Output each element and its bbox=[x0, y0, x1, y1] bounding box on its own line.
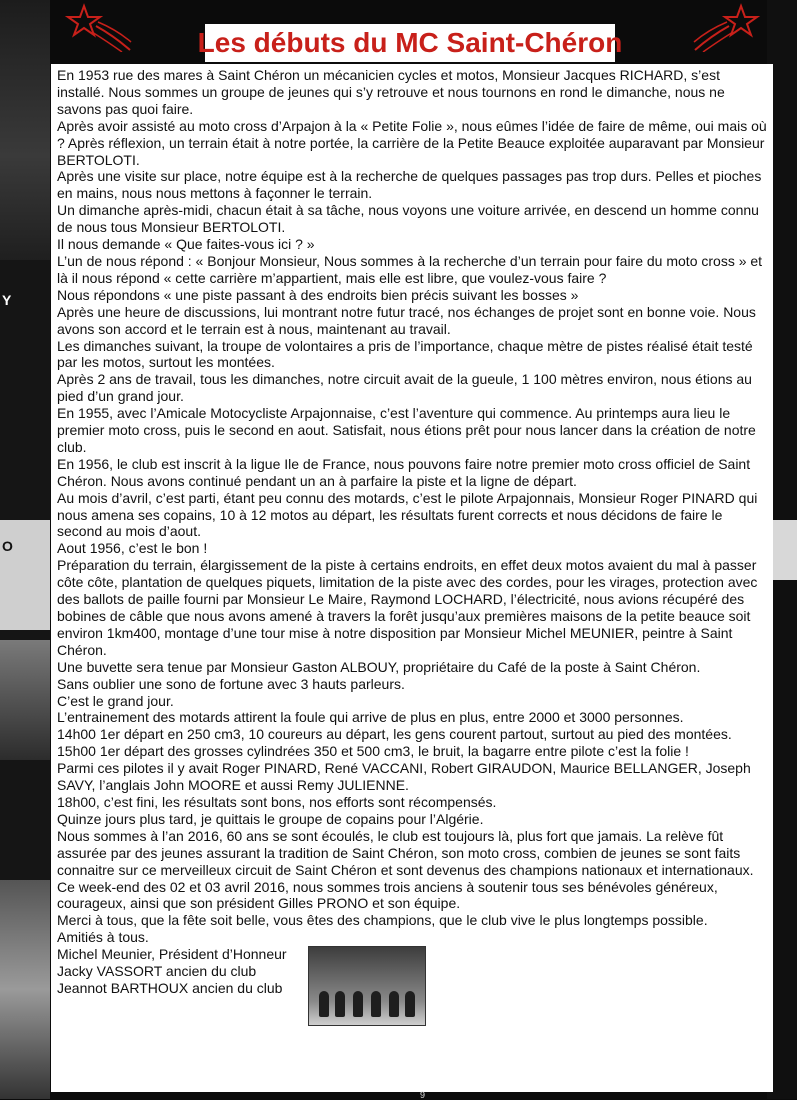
paragraph: Il nous demande « Que faites-vous ici ? » bbox=[57, 236, 315, 253]
edge-photo bbox=[0, 880, 50, 1099]
paragraph: Les dimanches suivant, la troupe de volontaires a pris de l’importance, chaque mètre de pistes réalisé était testé par les motos, surtout les montées. bbox=[57, 337, 753, 371]
paragraph: Après une heure de discussions, lui montrant notre futur tracé, nos échanges de projet sont en bonne voie. Nous avons son accord et le terrain est à nous, maintenant au travail. bbox=[57, 303, 756, 337]
photo-figure bbox=[405, 991, 415, 1017]
paragraph: Après 2 ans de travail, tous les dimanches, notre circuit avait de la gueule, 1 100 mètres environ, nous étions au pied d’un grand jour. bbox=[57, 371, 752, 405]
photo-figure bbox=[371, 991, 381, 1017]
shooting-star-icon bbox=[62, 2, 132, 52]
edge-photo bbox=[0, 640, 50, 760]
paragraph: Sans oublier une sono de fortune avec 3 hauts parleurs. bbox=[57, 675, 405, 692]
signature-line: Michel Meunier, Président d’Honneur bbox=[57, 946, 287, 963]
title-banner bbox=[197, 24, 623, 62]
edge-photo bbox=[0, 520, 50, 630]
edge-photo bbox=[0, 0, 50, 260]
edge-letter: Y bbox=[2, 292, 12, 308]
article-body bbox=[57, 67, 771, 997]
left-edge-photos bbox=[0, 0, 50, 1099]
paragraph: En 1956, le club est inscrit à la ligue Ile de France, nous pouvons faire notre premier moto cross officiel de Saint Chéron. Nous avons continué pendant un an à parfaire la piste et la ligne de départ. bbox=[57, 455, 751, 489]
group-photo bbox=[308, 946, 426, 1026]
paragraph: C’est le grand jour. bbox=[57, 692, 174, 709]
page-number: 9 bbox=[420, 1090, 426, 1100]
page-title: Les débuts du MC Saint-Chéron bbox=[197, 27, 623, 58]
shooting-star-icon bbox=[693, 2, 763, 52]
signature-line: Jacky VASSORT ancien du club bbox=[57, 963, 257, 980]
signature-line: Jeannot BARTHOUX ancien du club bbox=[57, 979, 283, 996]
paragraph: En 1953 rue des mares à Saint Chéron un mécanicien cycles et motos, Monsieur Jacques RICHARD, s’est installé. Nous sommes un groupe de jeunes qui s’y retrouve et nous tournons en rond le dimanche, nous ne savons pas quoi faire. bbox=[57, 67, 725, 117]
paragraph: 15h00 1er départ des grosses cylindrées 350 et 500 cm3, le bruit, la bagarre entre pilote c’est la folie ! bbox=[57, 743, 689, 760]
paragraph: 18h00, c’est fini, les résultats sont bons, nos efforts sont récompensés. bbox=[57, 793, 497, 810]
paragraph: 14h00 1er départ en 250 cm3, 10 coureurs au départ, les gens courent partout, surtout au pied des montées. bbox=[57, 726, 732, 743]
paragraph: En 1955, avec l’Amicale Motocycliste Arpajonnaise, c’est l’aventure qui commence. Au printemps aura lieu le premier moto cross, puis le second en aout. Satisfait, nous étions prêt pour nous lancer dans la création de notre club. bbox=[57, 405, 756, 455]
paragraph: Aout 1956, c’est le bon ! bbox=[57, 540, 208, 557]
paragraph: Ce week-end des 02 et 03 avril 2016, nous sommes trois anciens à soutenir tous ses bénévoles généreux, courageux, ainsi que son président Gilles PRONO et son équipe. bbox=[57, 878, 718, 912]
paragraph: Après une visite sur place, notre équipe est à la recherche de quelques passages pas trop durs. Pelles et pioches en mains, nous nous mettons à façonner le terrain. bbox=[57, 168, 762, 202]
paragraph: Quinze jours plus tard, je quittais le groupe de copains pour l’Algérie. bbox=[57, 810, 484, 827]
paragraph: Merci à tous, que la fête soit belle, vous êtes des champions, que le club vive le plus longtemps possible. bbox=[57, 912, 708, 929]
paragraph: Nous sommes à l’an 2016, 60 ans se sont écoulés, le club est toujours là, plus fort que jamais. La relève fût assurée par des jeunes assurant la tradition de Saint Chéron, son moto cross, combien de jeunes se sont faits connaitre sur ce merveilleux circuit de Saint Chéron et sont devenus des champions nationaux et internationaux. bbox=[57, 827, 754, 878]
paragraph: Un dimanche après-midi, chacun était à sa tâche, nous voyons une voiture arrivée, en descend un homme connu de nous tous Monsieur BERTOLOTI. bbox=[57, 202, 759, 236]
photo-figure bbox=[389, 991, 399, 1017]
photo-figure bbox=[353, 991, 363, 1017]
paragraph: Nous répondons « une piste passant à des endroits bien précis suivant les bosses » bbox=[57, 286, 579, 303]
paragraph: Après avoir assisté au moto cross d’Arpajon à la « Petite Folie », nous eûmes l’idée de faire de même, oui mais où ? Après réflexion, un terrain était à notre portée, la carrière de la Petite Beauce exploitée auparavant par Monsieur BERTOLOTI. bbox=[57, 117, 767, 168]
paragraph: Une buvette sera tenue par Monsieur Gaston ALBOUY, propriétaire du Café de la poste à Saint Chéron. bbox=[57, 658, 701, 675]
paragraph: L’un de nous répond : « Bonjour Monsieur, Nous sommes à la recherche d’un terrain pour faire du moto cross » et là il nous répond « cette carrière m’appartient, mais elle est libre, que voulez-vous faire ? bbox=[57, 252, 763, 286]
signature-line: Amitiés à tous. bbox=[57, 929, 149, 946]
photo-figure bbox=[335, 991, 345, 1017]
paragraph: L’entrainement des motards attirent la foule qui arrive de plus en plus, entre 2000 et 3000 personnes. bbox=[57, 709, 684, 726]
article-panel bbox=[51, 64, 773, 1092]
paragraph: Au mois d’avril, c’est parti, étant peu connu des motards, c’est le pilote Arpajonnais, Monsieur Roger PINARD qui nous amena ses copains, 10 à 12 motos au départ, les résultats furent corrects et nous décidons de faire le second au mois d’aout. bbox=[57, 489, 758, 540]
paragraph: Préparation du terrain, élargissement de la piste à certains endroits, en effet deux motos avaient du mal à passer côte côte, plantation de quelques piquets, limitation de la piste avec des cordes, pour les virages, protection avec des ballots de paille fourni par Monsieur Le Maire, Raymond LOCHARD, l’électricité, nous avions récupéré des bobines de câble que nous avons amené à travers la forêt jusqu’aux premières maisons de la petite beauce soit environ 1km400, montage d’une tour mise à notre disposition par Monsieur Michel MEUNIER, peintre à Saint Chéron. bbox=[57, 557, 758, 658]
paragraph: Parmi ces pilotes il y avait Roger PINARD, René VACCANI, Robert GIRAUDON, Maurice BELLANGER, Joseph SAVY, l’anglais John MOORE et aussi Remy JULIENNE. bbox=[57, 760, 751, 794]
photo-figure bbox=[319, 991, 329, 1017]
edge-letter: O bbox=[2, 538, 13, 554]
